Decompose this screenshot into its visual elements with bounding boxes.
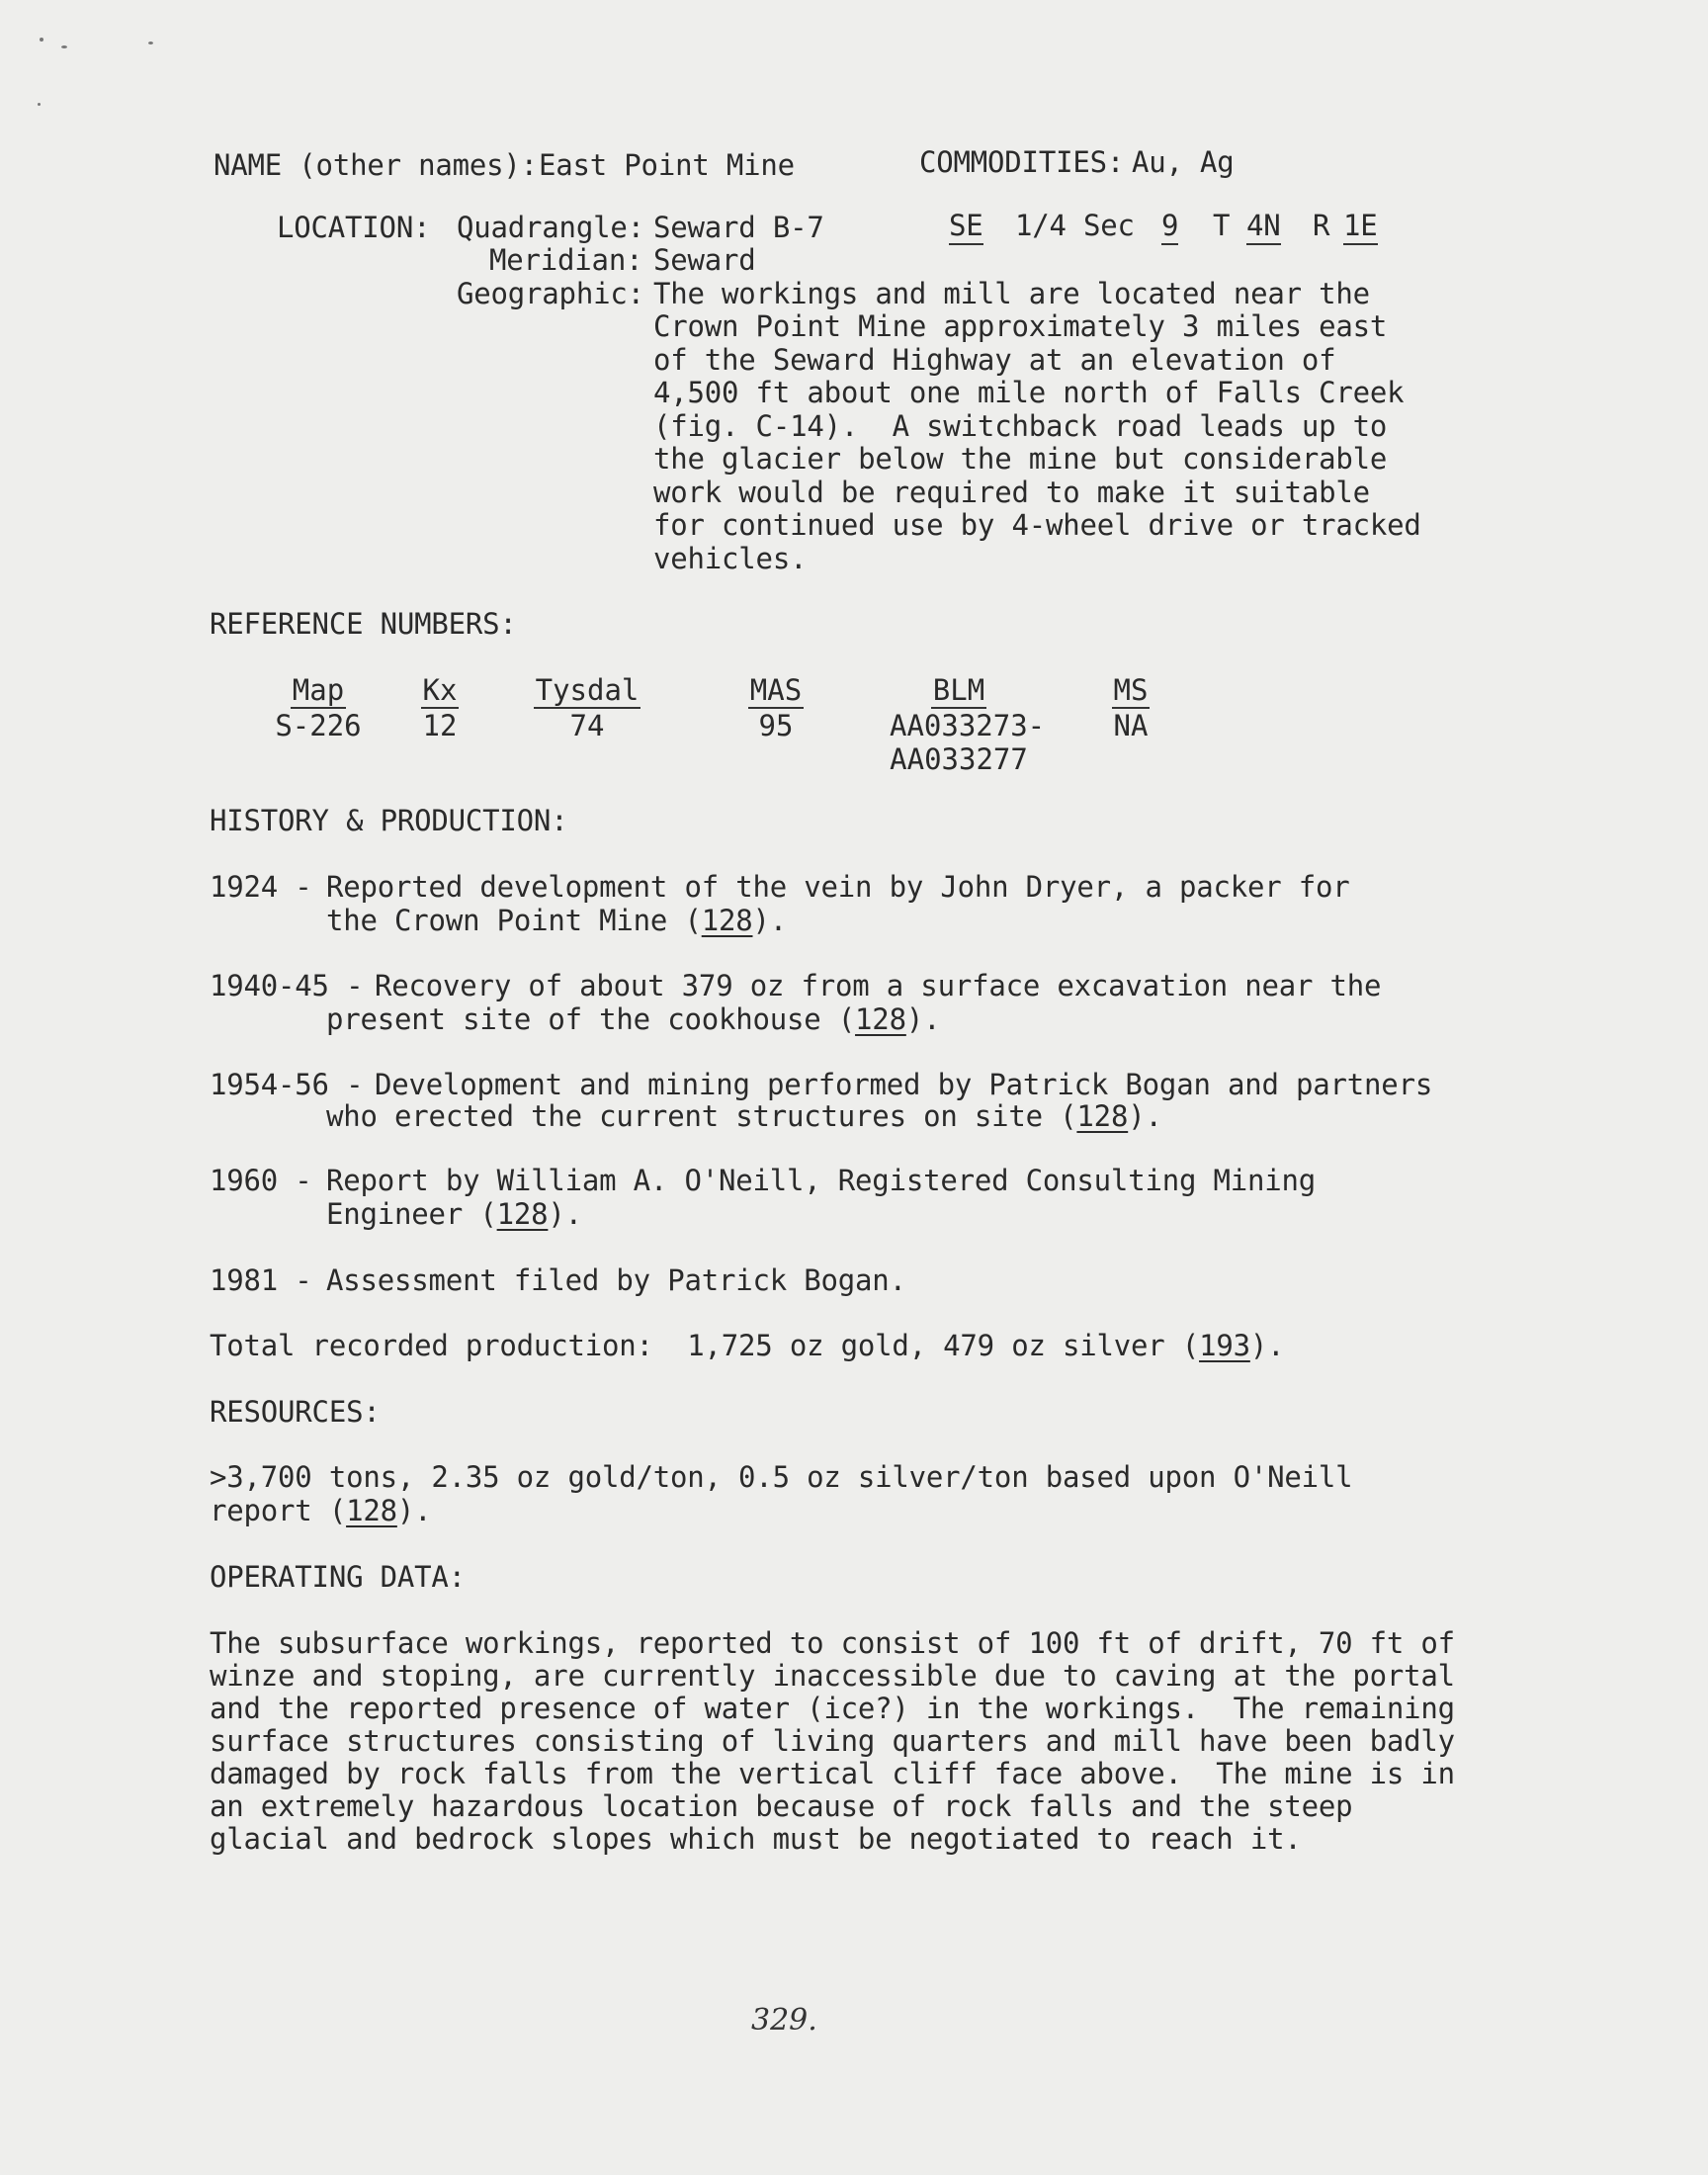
geographic-line: of the Seward Highway at an elevation of [653, 343, 1336, 377]
geographic-line: work would be required to make it suitable [653, 476, 1370, 509]
operating-heading: OPERATING DATA: [210, 1560, 466, 1594]
ref-value: 74 [569, 709, 605, 742]
commodities-value: Au, Ag [1132, 145, 1235, 179]
section-underlined: 9 [1161, 209, 1178, 245]
quarter-text: 1/4 Sec [1015, 209, 1135, 242]
operating-line: glacial and bedrock slopes which must be negotiated to reach it. [210, 1822, 1302, 1856]
text-fragment: present site of the cookhouse ( [326, 1002, 856, 1036]
ref-col-tysdal [528, 673, 646, 742]
history-text-cont [326, 1197, 582, 1231]
geographic-line: for continued use by 4-wheel drive or tracked [653, 508, 1421, 542]
ref-col-ms [1101, 673, 1160, 742]
meridian-value: Seward [653, 243, 756, 277]
ref-value: AA033277 [890, 742, 1028, 776]
reference-citation: 193 [1199, 1329, 1250, 1362]
history-text: Assessment filed by Patrick Bogan. [326, 1263, 906, 1297]
text-fragment: ). [1249, 1329, 1285, 1362]
ref-header: BLM [932, 673, 985, 707]
geographic-line: vehicles. [653, 542, 808, 575]
geographic-line: Crown Point Mine approximately 3 miles east [653, 309, 1388, 343]
reference-citation: 128 [855, 1002, 906, 1036]
ref-col-kx [410, 673, 470, 742]
section-value [1161, 209, 1178, 242]
township-label: T [1213, 209, 1231, 242]
scan-speck [40, 38, 43, 42]
text-fragment: ). [396, 1494, 432, 1527]
location-label: LOCATION: [277, 211, 431, 244]
commodities-label: COMMODITIES: [919, 145, 1125, 179]
text-fragment: who erected the current structures on site ( [326, 1099, 1077, 1133]
ref-header: MAS [749, 673, 803, 707]
range-value [1343, 209, 1378, 242]
text-fragment: ). [1128, 1099, 1162, 1133]
ref-value: S-226 [275, 709, 362, 742]
operating-line: and the reported presence of water (ice?) in the workings. The remaining [210, 1692, 1455, 1725]
history-text-cont [326, 1002, 940, 1036]
ref-value: NA [1113, 709, 1149, 742]
ref-col-mas [736, 673, 815, 742]
text-fragment: ). [905, 1002, 941, 1036]
ref-header: Tysdal [535, 673, 640, 707]
township-value [1246, 209, 1281, 242]
reference-heading: REFERENCE NUMBERS: [210, 607, 517, 641]
history-year: 1960 - [210, 1164, 312, 1197]
reference-citation: 128 [346, 1494, 397, 1527]
text-fragment: Engineer ( [326, 1197, 497, 1231]
text-fragment: Total recorded production: 1,725 oz gold, 479 oz silver ( [210, 1329, 1200, 1362]
history-year: 1954-56 - [210, 1068, 364, 1101]
operating-line: an extremely hazardous location because of rock falls and the steep [210, 1789, 1353, 1823]
operating-line: The subsurface workings, reported to consist of 100 ft of drift, 70 ft of [210, 1626, 1455, 1660]
text-fragment: ). [752, 904, 788, 937]
operating-line: damaged by rock falls from the vertical cliff face above. The mine is in [210, 1757, 1455, 1790]
geographic-line: 4,500 ft about one mile north of Falls Creek [653, 376, 1405, 409]
resources-heading: RESOURCES: [210, 1395, 381, 1429]
history-year: 1940-45 - [210, 969, 364, 1002]
reference-citation: 128 [701, 904, 753, 937]
ref-col-blm [890, 673, 1046, 776]
text-fragment: report ( [210, 1494, 347, 1527]
history-text-cont [326, 1099, 1162, 1133]
operating-line: surface structures consisting of living quarters and mill have been badly [210, 1724, 1455, 1758]
geographic-line: The workings and mill are located near the [653, 277, 1370, 310]
operating-line: winze and stoping, are currently inaccessible due to caving at the portal [210, 1659, 1455, 1693]
text-fragment: the Crown Point Mine ( [326, 904, 702, 937]
geographic-line: (fig. C-14). A switchback road leads up to [653, 409, 1388, 443]
ref-value: 95 [758, 709, 794, 742]
resources-text: >3,700 tons, 2.35 oz gold/ton, 0.5 oz silver/ton based upon O'Neill [210, 1460, 1353, 1494]
mine-name: East Point Mine [539, 148, 795, 182]
history-text: Recovery of about 379 oz from a surface excavation near the [375, 969, 1382, 1002]
ref-value: 12 [422, 709, 458, 742]
ref-value: AA033273- [890, 709, 1046, 742]
history-text-cont [326, 904, 787, 937]
ref-col-map [259, 673, 378, 742]
range-underlined: 1E [1343, 209, 1378, 245]
text-fragment: ). [548, 1197, 582, 1231]
geographic-line: the glacier below the mine but considerable [653, 442, 1388, 476]
name-label: NAME (other names): [214, 148, 538, 182]
scan-speck [148, 42, 153, 44]
total-production [210, 1329, 1284, 1362]
page-number: 329. [751, 2003, 817, 2038]
scan-speck [61, 45, 67, 48]
resources-text-cont [210, 1494, 431, 1527]
history-year: 1924 - [210, 870, 312, 904]
range-label: R [1313, 209, 1330, 242]
quadrangle-value: Seward B-7 [653, 211, 824, 244]
township-underlined: 4N [1246, 209, 1281, 245]
quarter-value [949, 209, 983, 242]
history-year: 1981 - [210, 1263, 312, 1297]
ref-header: Map [292, 673, 345, 707]
reference-citation: 128 [496, 1197, 549, 1231]
quarter-underlined: SE [949, 209, 983, 245]
history-heading: HISTORY & PRODUCTION: [210, 804, 568, 837]
ref-header: Kx [422, 673, 458, 707]
reference-citation: 128 [1076, 1099, 1129, 1133]
scan-speck [38, 103, 41, 106]
quadrangle-label: Quadrangle: [457, 211, 644, 244]
ref-header: MS [1113, 673, 1149, 707]
history-text: Reported development of the vein by John Dryer, a packer for [326, 870, 1350, 904]
history-text: Report by William A. O'Neill, Registered Consulting Mining [326, 1164, 1317, 1197]
history-text: Development and mining performed by Patrick Bogan and partners [375, 1068, 1433, 1101]
meridian-label: Meridian: [489, 243, 643, 277]
geographic-label: Geographic: [457, 277, 644, 310]
